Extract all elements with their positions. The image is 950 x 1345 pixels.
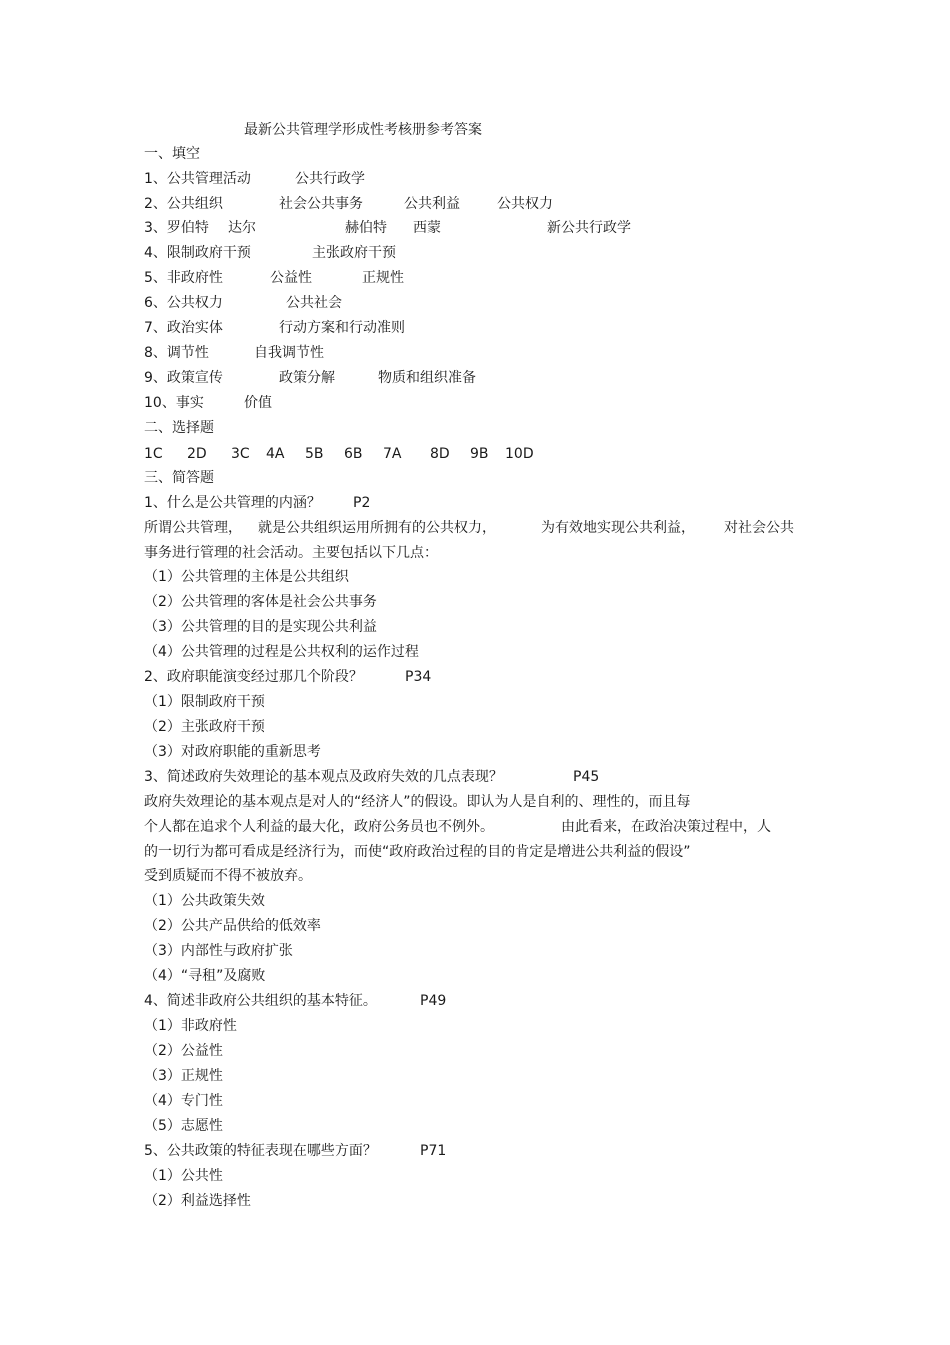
fill-text: 7、政治实体 [144, 320, 223, 336]
fill-text: 5、非政府性 [144, 270, 223, 286]
fill-text: 物质和组织准备 [378, 370, 476, 386]
fill-text: 4、限制政府干预 [144, 245, 251, 261]
answer-point: （2）利益选择性 [144, 1193, 251, 1209]
fill-text: 1、公共管理活动 [144, 171, 251, 187]
page-reference: P2 [353, 495, 371, 511]
choice-answer: 10D [505, 446, 534, 462]
answer-point: （4）专门性 [144, 1093, 223, 1109]
page-reference: P49 [420, 993, 447, 1009]
choice-answer: 8D [430, 446, 450, 462]
fill-text: 达尔 [228, 220, 256, 236]
fill-text: 公共利益 [404, 196, 460, 212]
answer-point: （4）“寻租”及腐败 [144, 968, 266, 984]
choice-answer: 2D [187, 446, 207, 462]
answer-text: 对社会公共 [724, 520, 794, 536]
answer-text: 为有效地实现公共利益， [541, 520, 695, 536]
fill-text: 8、调节性 [144, 345, 209, 361]
question-text: 2、政府职能演变经过那几个阶段？ [144, 669, 363, 685]
answer-point: （3）公共管理的目的是实现公共利益 [144, 619, 377, 635]
answer-point: （3）内部性与政府扩张 [144, 943, 293, 959]
fill-text: 社会公共事务 [279, 196, 363, 212]
fill-text: 政策分解 [279, 370, 335, 386]
question-text: 1、什么是公共管理的内涵？ [144, 495, 321, 511]
answer-point: （1）公共政策失效 [144, 893, 265, 909]
answer-point: （1）限制政府干预 [144, 694, 265, 710]
choice-answer: 7A [383, 446, 402, 462]
question-text: 4、简述非政府公共组织的基本特征。 [144, 993, 377, 1009]
fill-text: 6、公共权力 [144, 295, 223, 311]
answer-point: （1）公共性 [144, 1168, 223, 1184]
answer-point: （1）非政府性 [144, 1018, 237, 1034]
answer-text: 个人都在追求个人利益的最大化，政府公务员也不例外。 [144, 819, 494, 835]
answer-point: （5）志愿性 [144, 1118, 223, 1134]
fill-text: 公共行政学 [295, 171, 365, 187]
fill-text: 主张政府干预 [312, 245, 396, 261]
choice-answer: 5B [305, 446, 324, 462]
answer-text: 事务进行管理的社会活动。主要包括以下几点： [144, 545, 438, 561]
page-reference: P71 [420, 1143, 447, 1159]
fill-text: 价值 [244, 395, 272, 411]
answer-point: （2）主张政府干预 [144, 719, 265, 735]
fill-text: 赫伯特 [345, 220, 387, 236]
answer-text: 受到质疑而不得不被放弃。 [144, 868, 312, 884]
answer-point: （3）正规性 [144, 1068, 223, 1084]
answer-point: （3）对政府职能的重新思考 [144, 744, 321, 760]
question-text: 3、简述政府失效理论的基本观点及政府失效的几点表现？ [144, 769, 503, 785]
answer-text: 政府失效理论的基本观点是对人的“经济人”的假设。即认为人是自利的、理性的，而且每 [144, 794, 691, 810]
section-heading-fill: 一、填空 [144, 146, 200, 162]
fill-text: 西蒙 [413, 220, 441, 236]
choice-answer: 6B [344, 446, 363, 462]
answer-text: 就是公共组织运用所拥有的公共权力， [258, 520, 496, 536]
fill-text: 2、公共组织 [144, 196, 223, 212]
fill-text: 10、事实 [144, 395, 204, 411]
page-reference: P45 [573, 769, 600, 785]
fill-text: 正规性 [362, 270, 404, 286]
question-text: 5、公共政策的特征表现在哪些方面？ [144, 1143, 377, 1159]
fill-text: 自我调节性 [254, 345, 324, 361]
choice-answer: 9B [470, 446, 489, 462]
answer-text: 由此看来，在政治决策过程中，人 [561, 819, 771, 835]
page-reference: P34 [405, 669, 432, 685]
answer-text: 所谓公共管理， [144, 520, 242, 536]
choice-answer: 4A [266, 446, 285, 462]
section-heading-short: 三、简答题 [144, 470, 214, 486]
answer-point: （4）公共管理的过程是公共权利的运作过程 [144, 644, 419, 660]
fill-text: 行动方案和行动准则 [279, 320, 405, 336]
answer-point: （2）公共产品供给的低效率 [144, 918, 321, 934]
fill-text: 公共社会 [286, 295, 342, 311]
fill-text: 公益性 [270, 270, 312, 286]
fill-text: 9、政策宣传 [144, 370, 223, 386]
answer-point: （2）公益性 [144, 1043, 223, 1059]
section-heading-choice: 二、选择题 [144, 420, 214, 436]
answer-point: （1）公共管理的主体是公共组织 [144, 569, 349, 585]
fill-text: 新公共行政学 [547, 220, 631, 236]
choice-answer: 1C [144, 446, 163, 462]
choice-answer: 3C [231, 446, 250, 462]
answer-point: （2）公共管理的客体是社会公共事务 [144, 594, 377, 610]
answer-text: 的一切行为都可看成是经济行为，而使“政府政治过程的目的肯定是增进公共利益的假设” [144, 844, 691, 860]
fill-text: 3、罗伯特 [144, 220, 209, 236]
document-title: 最新公共管理学形成性考核册参考答案 [244, 122, 482, 138]
fill-text: 公共权力 [497, 196, 553, 212]
